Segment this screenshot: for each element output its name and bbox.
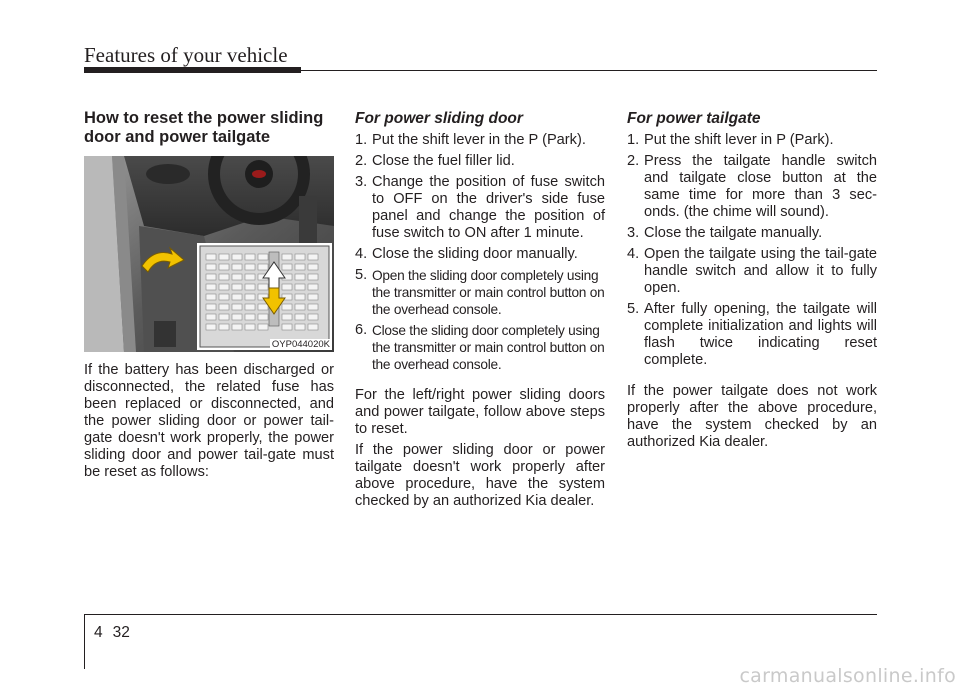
header-rule-thick <box>84 67 301 73</box>
tailgate-note: If the power tailgate does not work properly after the above procedure, have the system checked by an authorized Kia dealer. <box>627 383 877 450</box>
list-item: 5. Open the sliding door completely using the transmitter or main control button on the overhead console. <box>355 267 605 317</box>
figure-code: OYP044020K <box>271 339 330 350</box>
sliding-door-note-1: For the left/right power sliding doors and power tailgate, follow above steps to reset. <box>355 387 605 437</box>
list-item: 2. Press the tailgate handle switch and tailgate close button at the same time for more than 3 sec-onds. (the chime will sound). <box>627 153 877 220</box>
page-number-value: 32 <box>112 624 130 641</box>
list-item: 3. Change the position of fuse switch to OFF on the driver's side fuse panel and change the position of fuse switch to ON after 1 minute. <box>355 174 605 241</box>
sliding-door-steps <box>355 132 605 373</box>
car-interior-fuse-panel-image <box>84 156 334 352</box>
tailgate-steps <box>627 132 877 369</box>
chapter-number: 4 <box>94 624 103 641</box>
list-item: 5. After fully opening, the tailgate will complete initialization and lights will flash twice indicating reset complete. <box>627 301 877 368</box>
footer-rule <box>84 614 877 615</box>
sliding-door-note-2: If the power sliding door or power tailgate doesn't work properly after above procedure, have the system checked by an authorized Kia dealer. <box>355 442 605 509</box>
intro-paragraph: If the battery has been discharged or disconnected, the related fuse has been replaced or disconnected, and the power sliding door or power tail-gate doesn't work properly, the power sliding door and power tail-gate must be reset as follows: <box>84 362 334 480</box>
sliding-door-title: For power sliding door <box>355 110 523 127</box>
list-item: 1. Put the shift lever in P (Park). <box>627 132 834 148</box>
column-middle <box>355 109 605 510</box>
column-left <box>84 109 334 481</box>
fuse-panel-figure <box>84 156 334 352</box>
tailgate-title: For power tailgate <box>627 110 761 127</box>
list-item: 4. Open the tailgate using the tail-gate handle switch and allow it to fully open. <box>627 246 877 296</box>
section-title: How to reset the power sliding door and power tailgate <box>84 109 324 146</box>
list-item: 1. Put the shift lever in the P (Park). <box>355 132 586 148</box>
page-header-title: Features of your vehicle <box>84 43 288 67</box>
list-item: 6. Close the sliding door completely using the transmitter or main control button on the overhead console. <box>355 322 605 372</box>
header-rule-thin <box>301 70 877 71</box>
page-number <box>94 624 130 642</box>
list-item: 4. Close the sliding door manually. <box>355 246 578 262</box>
footer-divider <box>84 614 85 669</box>
list-item: 3. Close the tailgate manually. <box>627 225 823 241</box>
watermark: carmanualsonline.info <box>739 665 956 687</box>
column-right <box>627 109 877 451</box>
list-item: 2. Close the fuel filler lid. <box>355 153 515 169</box>
